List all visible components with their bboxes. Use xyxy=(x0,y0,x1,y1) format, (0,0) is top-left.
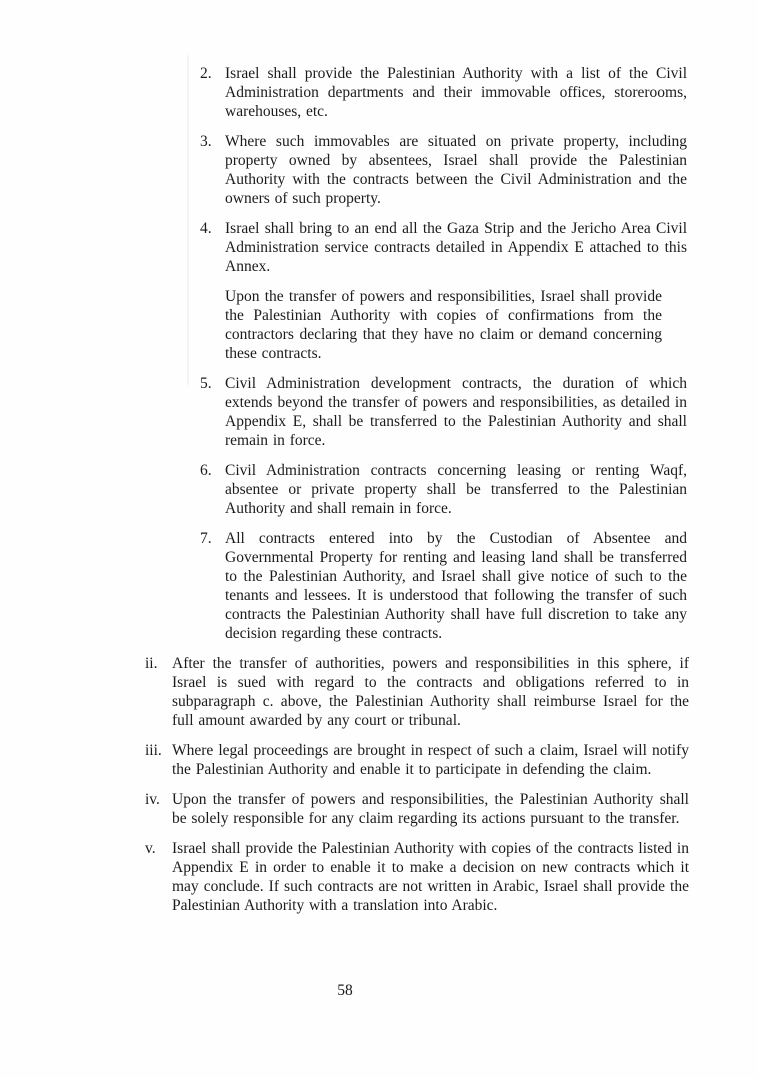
list-marker: v. xyxy=(145,840,156,857)
list-marker: ii. xyxy=(145,655,158,672)
list-item-2 xyxy=(200,64,687,121)
paragraph-text: Israel shall bring to an end all the Gaza Strip and the Jericho Area Civil Administration service contracts detailed in Appendix E attached to this Annex. xyxy=(225,220,687,275)
list-marker: 7. xyxy=(200,530,212,547)
list-item-ii xyxy=(145,654,689,730)
list-item-iii xyxy=(145,741,689,779)
paragraph-text: Civil Administration development contracts, the duration of which extends beyond the transfer of powers and responsibilities, as detailed in Appendix E, shall be transferred to the Palestinian Authority and shall remain in force. xyxy=(225,375,687,449)
page-number: 58 xyxy=(337,982,353,999)
list-marker: 6. xyxy=(200,462,212,479)
paragraph-text: Israel shall provide the Palestinian Authority with copies of the contracts listed in Appendix E in order to enable it to make a decision on new contracts which it may conclude. If such contracts are not written in Arabic, Israel shall provide the Palestinian Authority with a translation into Arabic. xyxy=(172,840,689,914)
list-marker: 4. xyxy=(200,220,212,237)
paragraph-text: Upon the transfer of powers and responsibilities, the Palestinian Authority shall be solely responsible for any claim regarding its actions pursuant to the transfer. xyxy=(172,791,689,827)
paragraph-text: Where legal proceedings are brought in respect of such a claim, Israel will notify the Palestinian Authority and enable it to participate in defending the claim. xyxy=(172,742,689,778)
list-item-6 xyxy=(200,461,687,518)
list-marker: iv. xyxy=(145,791,160,808)
scan-artifact xyxy=(187,55,189,385)
paragraph-text: Civil Administration contracts concerning leasing or renting Waqf, absentee or private property shall be transferred to the Palestinian Authority and shall remain in force. xyxy=(225,462,687,517)
list-item-iv xyxy=(145,790,689,828)
list-item-5 xyxy=(200,374,687,450)
paragraph-text: Israel shall provide the Palestinian Authority with a list of the Civil Administration departments and their immovable offices, storerooms, warehouses, etc. xyxy=(225,65,687,120)
paragraph-text: After the transfer of authorities, powers and responsibilities in this sphere, if Israel is sued with regard to the contracts and obligations referred to in subparagraph c. above, the Palestinian Authority shall reimburse Israel for the full amount awarded by any court or tribunal. xyxy=(172,655,689,729)
list-item-4-continuation xyxy=(225,287,662,363)
list-item-3 xyxy=(200,132,687,208)
list-item-7 xyxy=(200,529,687,643)
list-marker: 2. xyxy=(200,65,212,82)
list-marker: 5. xyxy=(200,375,212,392)
list-marker: 3. xyxy=(200,133,212,150)
paragraph-text: Upon the transfer of powers and responsibilities, Israel shall provide the Palestinian Authority with copies of confirmations from the contractors declaring that they have no claim or demand concerning these contracts. xyxy=(225,288,662,362)
list-item-4 xyxy=(200,219,687,276)
paragraph-text: Where such immovables are situated on private property, including property owned by absentees, Israel shall provide the Palestinian Authority with the contracts between the Civil Administration and the owners of such property. xyxy=(225,133,687,207)
list-item-v xyxy=(145,839,689,915)
list-marker: iii. xyxy=(145,742,162,759)
paragraph-text: All contracts entered into by the Custodian of Absentee and Governmental Property for renting and leasing land shall be transferred to the Palestinian Authority, and Israel shall give notice of such to the tenants and lessees. It is understood that following the transfer of such contracts the Palestinian Authority shall have full discretion to take any decision regarding these contracts. xyxy=(225,530,687,642)
